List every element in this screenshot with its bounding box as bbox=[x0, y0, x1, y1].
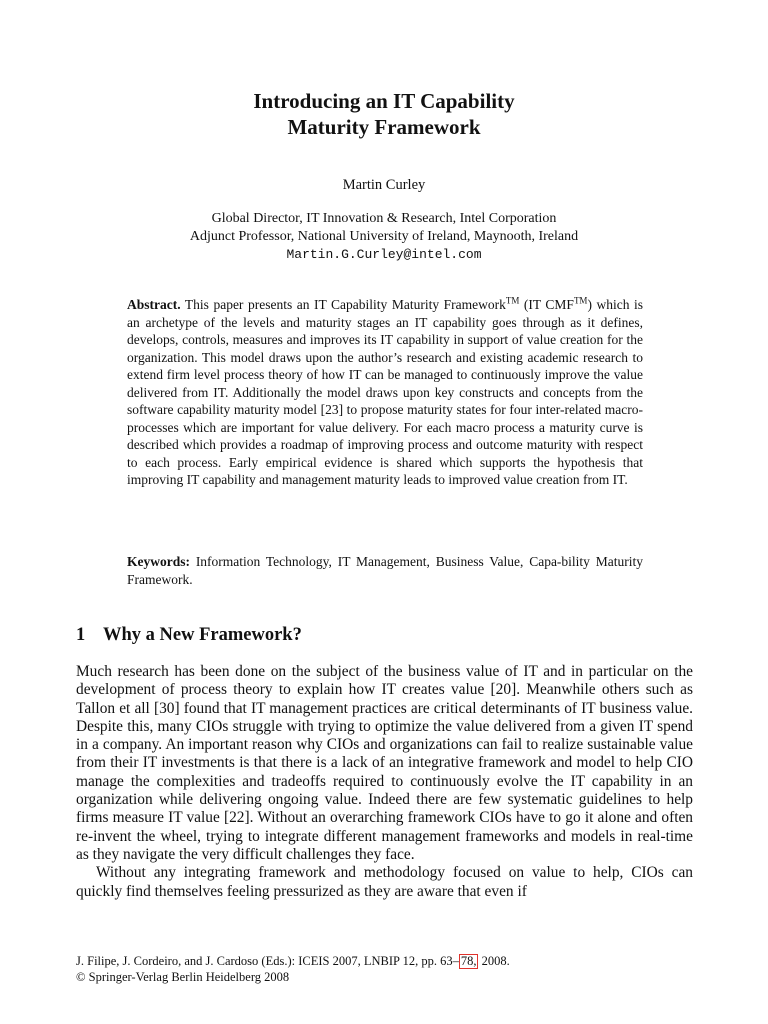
affiliation-2: Adjunct Professor, National University of Ireland, Maynooth, Ireland bbox=[189, 229, 579, 244]
keywords-text: Information Technology, IT Management, Business Value, Capa-bility Maturity Framework. bbox=[127, 554, 643, 587]
affiliation-1: Global Director, IT Innovation & Research, Intel Corporation bbox=[211, 211, 557, 226]
paper-title bbox=[0, 88, 768, 140]
citation-year: 2008. bbox=[478, 954, 510, 968]
abstract-text-b: (IT CMF bbox=[519, 297, 574, 312]
body-paragraph-2: Without any integrating framework and methodology focused on value to help, CIOs can quickly find themselves feeling pressurized as they are aware that even if bbox=[76, 864, 693, 900]
trademark-2: TM bbox=[573, 295, 588, 306]
abstract-text-a: This paper presents an IT Capability Maturity Framework bbox=[180, 297, 506, 312]
abstract-label: Abstract. bbox=[127, 297, 181, 312]
page-range-link[interactable]: 78, bbox=[460, 954, 477, 968]
abstract bbox=[127, 296, 643, 489]
citation-text: J. Filipe, J. Cordeiro, and J. Cardoso (Eds.): ICEIS 2007, LNBIP 12, pp. 63– bbox=[76, 954, 459, 968]
keywords-label: Keywords: bbox=[127, 554, 190, 569]
citation-line bbox=[76, 953, 510, 969]
trademark-1: TM bbox=[505, 295, 520, 306]
section-title: Why a New Framework? bbox=[103, 625, 302, 645]
author-email[interactable]: Martin.G.Curley@intel.com bbox=[286, 247, 482, 262]
section-number: 1 bbox=[76, 625, 86, 645]
section-heading bbox=[76, 624, 302, 646]
page-footer bbox=[76, 953, 510, 985]
body-paragraph-1: Much research has been done on the subject of the business value of IT and in particular on the development of process theory to explain how IT creates value [20]. Meanwhile others such as Tallon et all [30] found that IT management practices are critical determinants of IT business value. Despite this, many CIOs struggle with trying to optimize the value delivered from a given IT spend in a company. An important reason why CIOs and organizations can fail to realize sustainable value from their IT investments is that there is a lack of an integrative framework and model to help CIO manage the complexities and tradeoffs required to continuously evolve the IT capability in an organization while delivering ongoing value. Indeed there are few systematic guidelines to help firms measure IT value [22]. Without an overarching framework CIOs have to go it alone and often re-invent the wheel, trying to integrate different management frameworks and models in real-time as they navigate the very difficult challenges they face. bbox=[76, 663, 693, 863]
title-line-2: Maturity Framework bbox=[287, 115, 481, 139]
copyright-line: © Springer-Verlag Berlin Heidelberg 2008 bbox=[76, 970, 290, 984]
author-name: Martin Curley bbox=[342, 177, 426, 193]
title-line-1: Introducing an IT Capability bbox=[253, 89, 515, 113]
abstract-text-c: ) which is an archetype of the levels and maturity stages an IT capability goes through as it defines, develops, controls, measures and improves its IT capability in support of value creation for the organization. This model draws upon the author’s research and existing academic research to extend firm level process theory of how IT can be managed to continuously improve the value delivered from IT. Additionally the model draws upon key constructs and concepts from the software capability maturity model [23] to propose maturity states for four inter-related macro-processes which are important for value delivery. For each macro process a maturity curve is described which provides a roadmap of improving process and outcome maturity with respect to each process. Early empirical evidence is shared which supports the hypothesis that improving IT capability and management maturity leads to improved value creation from IT. bbox=[127, 297, 643, 487]
section-body bbox=[76, 663, 693, 901]
keywords bbox=[127, 553, 643, 588]
